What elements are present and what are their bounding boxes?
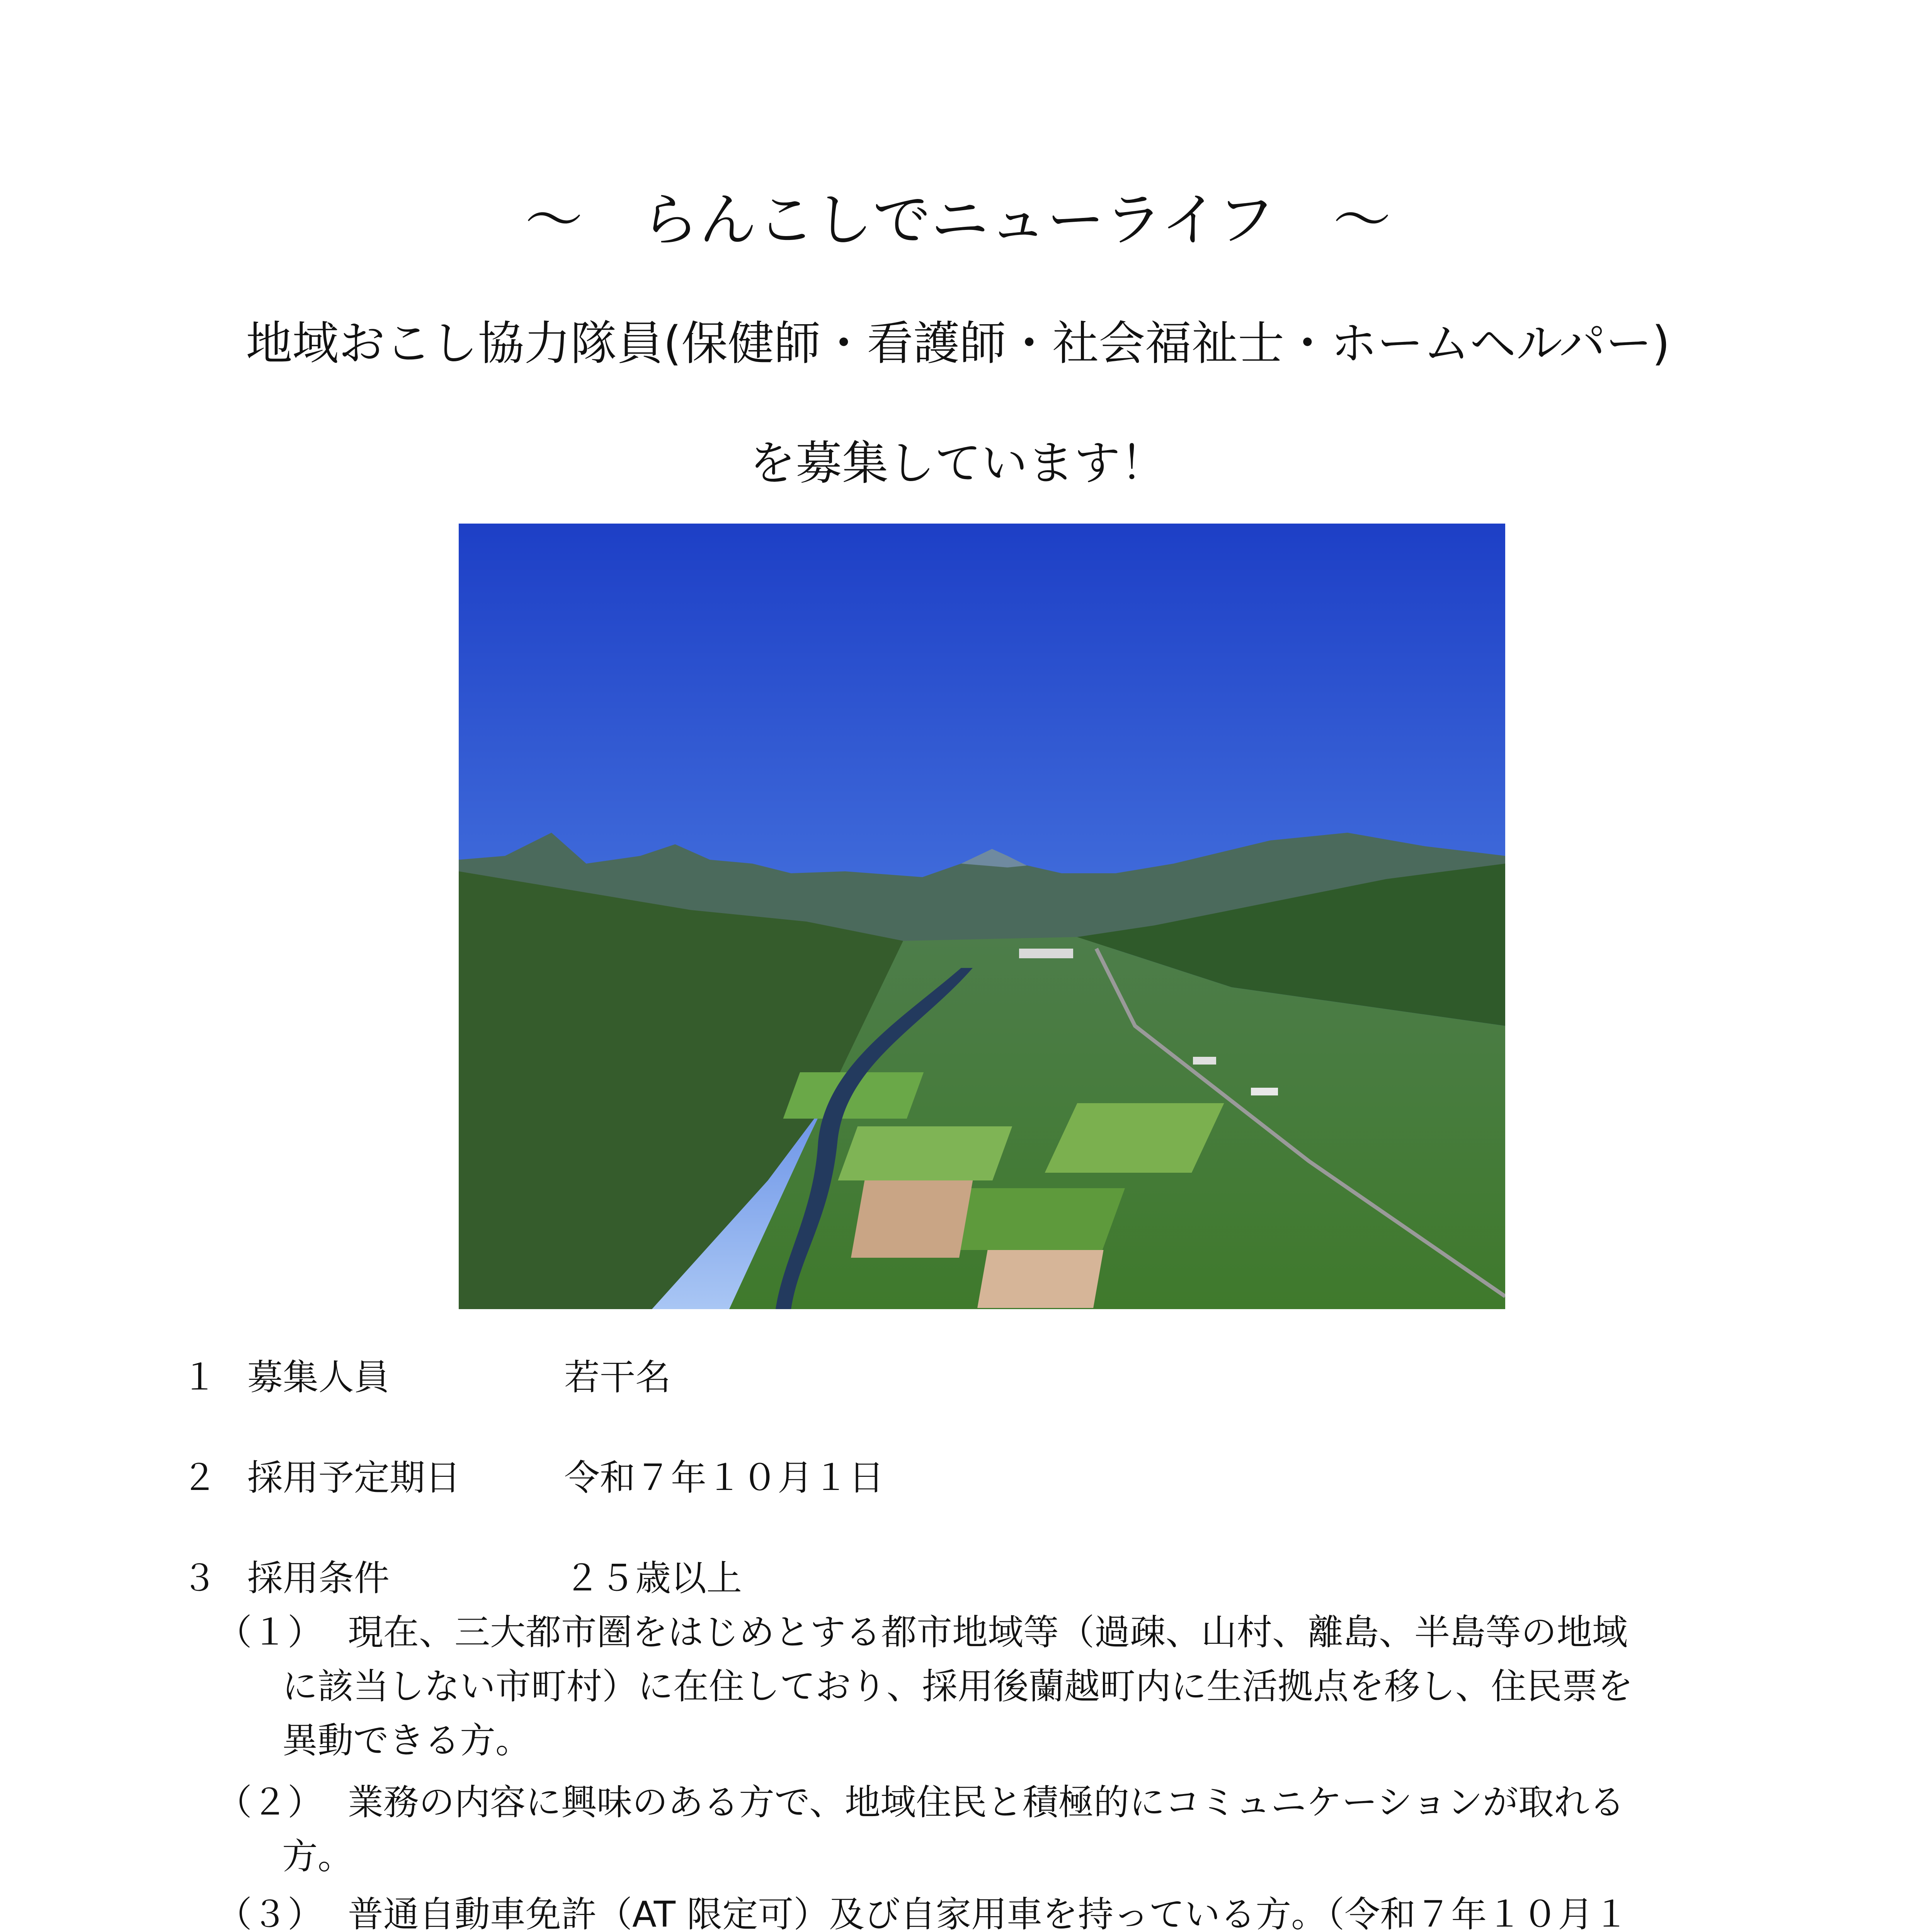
item-number: １ (182, 1357, 218, 1398)
item-value: 令和７年１０月１日 (564, 1457, 885, 1498)
condition-number: （３） (216, 1894, 323, 1932)
subtitle-line-2: を募集しています！ (749, 437, 1167, 490)
landscape-photo (459, 524, 1505, 1309)
condition-text-line: 普通自動車免許（AT 限定可）及び自家用車を持っている方。（令和７年１０月１ (348, 1894, 1629, 1932)
item-label: 採用条件 (247, 1558, 390, 1599)
condition-text-line: に該当しない市町村）に在住しており、採用後蘭越町内に生活拠点を移し、住民票を (282, 1666, 1634, 1707)
item-value: 若干名 (564, 1357, 671, 1398)
condition-text-line: 業務の内容に興味のある方で、地域住民と積極的にコミュニケーションが取れる (348, 1782, 1625, 1823)
item-number: ３ (182, 1558, 218, 1599)
condition-text-line: 異動できる方。 (282, 1720, 531, 1761)
page-title: ～ らんこしでニューライフ ～ (525, 187, 1391, 254)
condition-text-line: 方。 (282, 1836, 354, 1877)
item-value: ２５歳以上 (564, 1558, 742, 1599)
condition-number: （２） (216, 1782, 323, 1823)
condition-number: （１） (216, 1612, 323, 1653)
item-label: 募集人員 (247, 1357, 390, 1398)
item-label: 採用予定期日 (247, 1457, 461, 1498)
subtitle-line-1: 地域おこし協力隊員(保健師・看護師・社会福祉士・ホームヘルパー) (246, 317, 1670, 371)
item-number: ２ (182, 1457, 218, 1498)
condition-text-line: 現在、三大都市圏をはじめとする都市地域等（過疎、山村、離島、半島等の地域 (348, 1612, 1628, 1653)
